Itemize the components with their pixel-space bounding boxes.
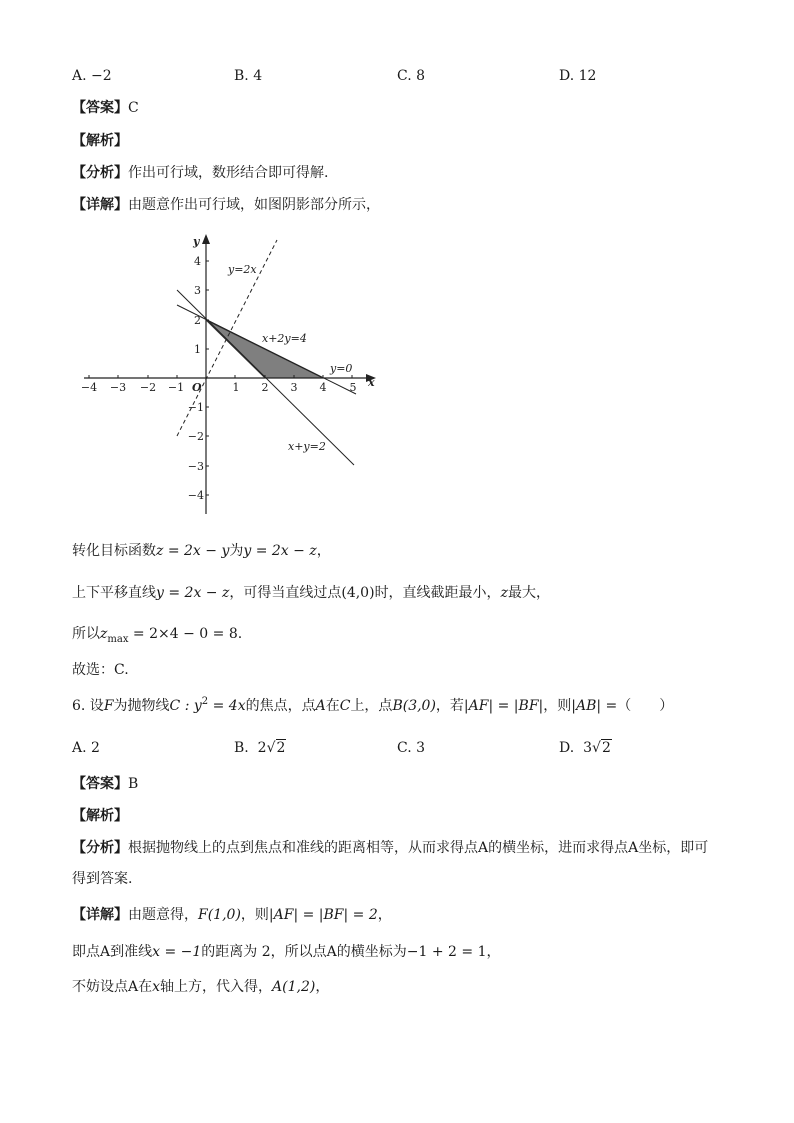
answer-value: C [128,100,139,116]
text: ， [377,907,392,923]
q5-transform-line [72,541,331,561]
q5-conclusion: 故选：C. [72,662,129,678]
q6-stem [72,696,673,718]
q5-translate-line [72,583,550,603]
x-tick-label: 4 [319,381,327,394]
q6-directrix-line [72,942,500,962]
origin-label: O [192,381,202,394]
text: 最大， [507,585,550,601]
y-tick-label: 2 [194,314,201,327]
q5-detail [72,195,380,215]
q6-option-b [234,738,286,758]
label-x-y-2: x+y=2 [288,440,326,453]
radicand: 2 [276,740,286,756]
analysis-tag: 【解析】 [72,133,128,149]
q6-option-c: C. 3 [397,740,426,756]
point-A: A(1,2) [272,979,316,995]
text: ， [486,944,501,960]
text: ， [315,979,330,995]
curve: C : y [169,698,202,714]
var-A: A [315,698,326,714]
x-tick-label: 3 [290,381,298,394]
answer-value: B [128,776,139,792]
q6-analysis-tag [72,806,128,826]
text: ， [316,543,331,559]
text: 不妨设点A在 [72,979,153,995]
q6-option-d [559,738,612,758]
radicand: 2 [601,740,611,756]
point: (4,0) [341,585,375,601]
label: B. [234,740,249,756]
detail-text: 由题意作出可行域，如图阴影部分所示， [128,197,380,213]
text: 的距离为 2，所以点A的横坐标为 [201,944,407,960]
text: 即点A到准线 [72,944,153,960]
curve-rest: = 4x [208,698,246,714]
text: 为抛物线 [113,698,170,714]
eq: |AF| = |BF| = 2 [268,907,378,923]
q5-zmax-line [72,624,242,646]
text: 6. 设 [72,698,104,714]
feasible-region-graph [76,228,386,518]
q5-fenxi [72,163,328,183]
text: ，若 [435,698,464,714]
y-tick-label: 4 [194,255,201,268]
text: 由题意得， [128,907,198,923]
text: 时，直线截距最小， [374,585,501,601]
sqrt-icon: √ [266,740,276,756]
text: （ ） [617,698,674,714]
text: 轴上方，代入得， [160,979,273,995]
eq-zmax: = 2×4 − 0 = 8 [128,626,238,642]
answer-tag: 【答案】 [72,776,128,792]
fenxi-tag: 【分析】 [72,840,128,856]
label: D. [559,740,575,756]
directrix: x = −1 [152,944,202,960]
y-tick-label: 1 [194,343,201,356]
detail-tag: 【详解】 [72,197,128,213]
q6-option-a: A. 2 [72,740,100,756]
text: 在 [325,698,340,714]
text: 转化目标函数 [72,543,156,559]
text: ，可得当直线过点 [229,585,342,601]
q5-option-d: D. 12 [559,68,597,84]
y-tick-label: 3 [194,284,201,297]
sub-max: max [107,634,129,645]
x-tick-label: −4 [80,381,98,394]
analysis-tag: 【解析】 [72,808,128,824]
text: 所以 [72,626,100,642]
x-tick-label: −1 [167,381,185,394]
fenxi-tag: 【分析】 [72,165,128,181]
coef: 3 [583,740,593,756]
q6-detail [72,905,392,925]
focus: F(1,0) [198,907,241,923]
fenxi-text: 根据抛物线上的点到焦点和准线的距离相等，从而求得点A的横坐标，进而求得点A坐标，即可 [128,840,709,856]
x-axis-label: x [368,376,375,389]
point-B: B(3,0) [392,698,436,714]
var-z: z [100,626,108,642]
q5-option-a: A. −2 [72,68,112,84]
y-tick-label: −3 [187,460,204,473]
q6-answer [72,774,138,794]
text: ，则 [240,907,269,923]
coef: 2 [257,740,267,756]
q6-fenxi [72,838,708,858]
x-tick-label: 2 [261,381,269,394]
label-y-0: y=0 [330,362,353,375]
x-tick-label: −2 [139,381,157,394]
text: 的焦点，点 [245,698,316,714]
x-tick-label: 1 [232,381,240,394]
fenxi-text: 作出可行域，数形结合即可得解. [128,165,329,181]
y-axis-label: y [193,235,200,248]
q6-fenxi-cont: 得到答案. [72,871,133,887]
text: 为 [229,543,244,559]
var-C: C [339,698,351,714]
label-y-2x: y=2x [228,263,257,276]
sup: 2 [201,696,209,707]
q5-analysis-tag [72,131,128,151]
condition: |AF| = |BF| [463,698,544,714]
text: 上，点 [350,698,393,714]
y-tick-label: −1 [187,401,204,414]
eq-y: y = 2x − z [156,585,230,601]
eq: −1 + 2 = 1 [406,944,487,960]
q5-option-c: C. 8 [397,68,426,84]
answer-tag: 【答案】 [72,100,128,116]
var-z: z [500,585,508,601]
y-tick-label: −2 [187,430,204,443]
q5-option-b: B. 4 [234,68,263,84]
var-x: x [152,979,161,995]
eq-z: z = 2x − y [156,543,230,559]
y-tick-label: −4 [187,489,204,502]
x-tick-label: −3 [109,381,127,394]
detail-tag: 【详解】 [72,907,128,923]
label-x-2y-4: x+2y=4 [262,332,307,345]
y-axis-arrow [202,234,210,244]
text: 上下平移直线 [72,585,156,601]
x-tick-label: 5 [349,381,357,394]
q6-point-line [72,977,329,997]
q5-answer [72,98,139,118]
text: . [237,626,243,642]
ask: |AB| = [571,698,618,714]
sqrt-icon: √ [592,740,601,756]
text: ，则 [543,698,572,714]
var-F: F [103,698,114,714]
eq-y: y = 2x − z [243,543,317,559]
